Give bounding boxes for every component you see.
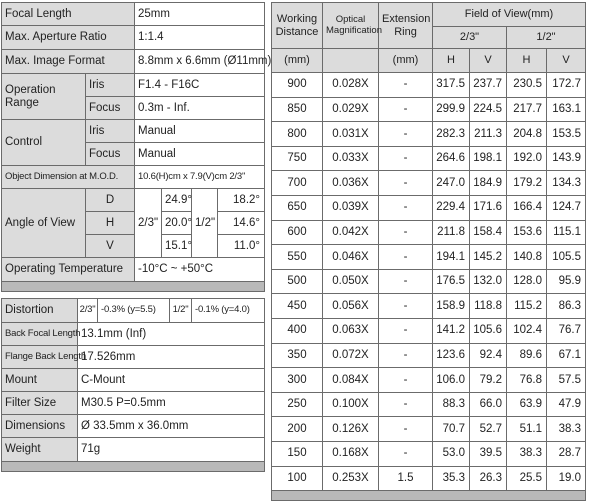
fov-a-h-cell: 158.9: [433, 294, 470, 319]
control-iris-label: Iris: [86, 120, 135, 143]
magnification-cell: 0.036X: [323, 171, 379, 196]
working-distance-cell: 200: [272, 417, 323, 442]
table-row: [272, 122, 586, 147]
magnification-unit: [323, 49, 379, 73]
fov-a-v-cell: 184.9: [470, 171, 507, 196]
extension-ring-cell: -: [379, 195, 433, 220]
fov-a-v-cell: 39.5: [470, 441, 507, 466]
flange-back-length-value: 17.526mm: [78, 346, 265, 369]
control-label: Control: [2, 120, 86, 166]
control-iris-value: Manual: [135, 120, 265, 143]
table-row: [272, 318, 586, 343]
object-dimension-label: Object Dimension at M.O.D.: [2, 166, 135, 189]
magnification-cell: 0.084X: [323, 368, 379, 393]
fov-b-h-cell: 51.1: [507, 417, 547, 442]
table-row: [272, 171, 586, 196]
magnification-cell: 0.028X: [323, 73, 379, 98]
fov-format-a-header: 2/3": [433, 27, 507, 49]
table-row: [272, 343, 586, 368]
fov-b-v-cell: 67.1: [547, 343, 586, 368]
working-distance-cell: 400: [272, 318, 323, 343]
fov-a-h-cell: 211.8: [433, 220, 470, 245]
weight-label: Weight: [2, 438, 78, 462]
magnification-cell: 0.253X: [323, 466, 379, 491]
fov-a-v-cell: 198.1: [470, 146, 507, 171]
table-row: [272, 73, 586, 98]
aov-format-a: 2/3": [135, 189, 162, 258]
aov-format-b: 1/2": [192, 189, 218, 258]
fov-a-h-cell: 194.1: [433, 245, 470, 270]
mount-value: C-Mount: [78, 369, 265, 392]
aov-b-h: 14.6°: [218, 212, 265, 235]
fov-b-v-cell: 47.9: [547, 392, 586, 417]
magnification-cell: 0.039X: [323, 195, 379, 220]
extension-ring-cell: -: [379, 417, 433, 442]
fov-b-v-cell: 172.7: [547, 73, 586, 98]
working-distance-cell: 150: [272, 441, 323, 466]
filter-size-label: Filter Size: [2, 392, 78, 415]
fov-a-v-cell: 145.2: [470, 245, 507, 270]
magnification-cell: 0.072X: [323, 343, 379, 368]
fov-b-h-cell: 140.8: [507, 245, 547, 270]
fov-a-h-cell: 70.7: [433, 417, 470, 442]
angle-of-view-label: Angle of View: [2, 189, 86, 258]
table-row: [272, 417, 586, 442]
extension-ring-cell: -: [379, 392, 433, 417]
magnification-cell: 0.056X: [323, 294, 379, 319]
table-row: [272, 97, 586, 122]
fov-a-v-cell: 118.8: [470, 294, 507, 319]
extension-ring-cell: -: [379, 318, 433, 343]
fov-b-v-cell: 115.1: [547, 220, 586, 245]
working-distance-cell: 850: [272, 97, 323, 122]
table-row: [272, 368, 586, 393]
working-distance-cell: 350: [272, 343, 323, 368]
fov-b-v-cell: 19.0: [547, 466, 586, 491]
table-footer-bar: [2, 462, 265, 472]
working-distance-cell: 250: [272, 392, 323, 417]
extension-ring-cell: -: [379, 73, 433, 98]
working-distance-cell: 450: [272, 294, 323, 319]
working-distance-cell: 800: [272, 122, 323, 147]
flange-back-length-label: Flange Back Length: [2, 346, 78, 369]
extension-ring-cell: -: [379, 294, 433, 319]
fov-b-v-cell: 86.3: [547, 294, 586, 319]
fov-a-v-cell: 158.4: [470, 220, 507, 245]
fov-a-v-cell: 132.0: [470, 269, 507, 294]
table-footer-bar: [272, 491, 586, 501]
working-distance-header: Working Distance: [272, 3, 323, 49]
working-distance-cell: 900: [272, 73, 323, 98]
back-focal-length-label: Back Focal Length: [2, 323, 78, 346]
magnification-cell: 0.168X: [323, 441, 379, 466]
fov-a-h-header: H: [433, 49, 470, 73]
field-of-view-table: [271, 2, 586, 501]
aov-a-h: 20.0°: [162, 212, 192, 235]
fov-a-h-cell: 35.3: [433, 466, 470, 491]
aov-b-d: 18.2°: [218, 189, 265, 212]
aov-h-label: H: [86, 212, 135, 235]
fov-a-v-cell: 105.6: [470, 318, 507, 343]
extension-ring-cell: -: [379, 441, 433, 466]
fov-b-h-cell: 230.5: [507, 73, 547, 98]
fov-b-h-cell: 192.0: [507, 146, 547, 171]
fov-b-v-cell: 76.7: [547, 318, 586, 343]
weight-value: 71g: [78, 438, 265, 462]
fov-a-h-cell: 229.4: [433, 195, 470, 220]
magnification-cell: 0.126X: [323, 417, 379, 442]
aov-d-label: D: [86, 189, 135, 212]
fov-b-v-cell: 124.7: [547, 195, 586, 220]
extension-ring-cell: -: [379, 220, 433, 245]
fov-b-h-cell: 89.6: [507, 343, 547, 368]
fov-b-h-cell: 25.5: [507, 466, 547, 491]
extension-ring-cell: -: [379, 368, 433, 393]
distortion-label: Distortion: [2, 299, 78, 323]
working-distance-cell: 750: [272, 146, 323, 171]
fov-b-h-cell: 128.0: [507, 269, 547, 294]
table-row: [272, 195, 586, 220]
aov-a-v: 15.1°: [162, 235, 192, 258]
fov-b-v-cell: 134.3: [547, 171, 586, 196]
max-image-format-value: 8.8mm x 6.6mm (Ø11mm): [135, 50, 265, 74]
fov-b-v-cell: 143.9: [547, 146, 586, 171]
operation-iris-value: F1.4 - F16C: [135, 74, 265, 97]
operation-range-label: Operation Range: [2, 74, 86, 120]
control-focus-label: Focus: [86, 143, 135, 166]
fov-b-h-cell: 76.8: [507, 368, 547, 393]
fov-a-h-cell: 53.0: [433, 441, 470, 466]
extension-ring-cell: -: [379, 171, 433, 196]
fov-format-b-header: 1/2": [507, 27, 586, 49]
focal-length-value: 25mm: [135, 3, 265, 26]
fov-a-h-cell: 88.3: [433, 392, 470, 417]
operation-focus-value: 0.3m - Inf.: [135, 97, 265, 120]
mount-label: Mount: [2, 369, 78, 392]
lens-secondary-spec-table: [1, 298, 265, 472]
fov-b-h-cell: 204.8: [507, 122, 547, 147]
fov-a-v-cell: 52.7: [470, 417, 507, 442]
fov-a-v-cell: 66.0: [470, 392, 507, 417]
working-distance-cell: 550: [272, 245, 323, 270]
fov-b-h-header: H: [507, 49, 547, 73]
extension-ring-cell: -: [379, 122, 433, 147]
fov-b-v-cell: 163.1: [547, 97, 586, 122]
fov-b-v-cell: 28.7: [547, 441, 586, 466]
control-focus-value: Manual: [135, 143, 265, 166]
fov-b-v-cell: 153.5: [547, 122, 586, 147]
distortion-format-a: 2/3": [78, 299, 98, 323]
working-distance-cell: 500: [272, 269, 323, 294]
dimensions-value: Ø 33.5mm x 36.0mm: [78, 415, 265, 438]
extension-ring-header: Extension Ring: [379, 3, 433, 49]
operation-iris-label: Iris: [86, 74, 135, 97]
extension-ring-cell: -: [379, 146, 433, 171]
operating-temperature-value: -10°C ~ +50°C: [135, 258, 265, 282]
fov-a-h-cell: 264.6: [433, 146, 470, 171]
filter-size-value: M30.5 P=0.5mm: [78, 392, 265, 415]
aov-v-label: V: [86, 235, 135, 258]
magnification-cell: 0.063X: [323, 318, 379, 343]
fov-b-h-cell: 153.6: [507, 220, 547, 245]
fov-a-h-cell: 282.3: [433, 122, 470, 147]
magnification-cell: 0.031X: [323, 122, 379, 147]
table-row: [272, 294, 586, 319]
table-footer-bar: [2, 282, 265, 292]
working-distance-cell: 600: [272, 220, 323, 245]
magnification-cell: 0.042X: [323, 220, 379, 245]
fov-b-v-cell: 38.3: [547, 417, 586, 442]
fov-b-h-cell: 217.7: [507, 97, 547, 122]
aov-a-d: 24.9°: [162, 189, 192, 212]
dimensions-label: Dimensions: [2, 415, 78, 438]
object-dimension-value: 10.6(H)cm x 7.9(V)cm 2/3": [135, 166, 265, 189]
fov-a-v-cell: 92.4: [470, 343, 507, 368]
fov-b-h-cell: 166.4: [507, 195, 547, 220]
operation-focus-label: Focus: [86, 97, 135, 120]
distortion-value-b: -0.1% (y=4.0): [192, 299, 265, 323]
fov-a-h-cell: 247.0: [433, 171, 470, 196]
extension-ring-cell: -: [379, 97, 433, 122]
table-row: [272, 441, 586, 466]
field-of-view-header: Field of View(mm): [433, 3, 586, 27]
extension-ring-cell: -: [379, 343, 433, 368]
fov-b-v-cell: 105.5: [547, 245, 586, 270]
max-aperture-label: Max. Aperture Ratio: [2, 26, 135, 50]
fov-b-h-cell: 179.2: [507, 171, 547, 196]
fov-a-v-header: V: [470, 49, 507, 73]
magnification-cell: 0.029X: [323, 97, 379, 122]
fov-a-h-cell: 299.9: [433, 97, 470, 122]
fov-a-h-cell: 176.5: [433, 269, 470, 294]
extension-ring-cell: -: [379, 245, 433, 270]
table-row: [272, 392, 586, 417]
fov-b-h-cell: 102.4: [507, 318, 547, 343]
table-row: [272, 245, 586, 270]
fov-a-h-cell: 317.5: [433, 73, 470, 98]
fov-a-v-cell: 237.7: [470, 73, 507, 98]
distortion-value-a: -0.3% (y=5.5): [98, 299, 170, 323]
fov-a-h-cell: 141.2: [433, 318, 470, 343]
table-row: [272, 269, 586, 294]
fov-a-v-cell: 211.3: [470, 122, 507, 147]
extension-ring-cell: -: [379, 269, 433, 294]
fov-b-h-cell: 63.9: [507, 392, 547, 417]
fov-table-body: [272, 73, 586, 491]
fov-a-v-cell: 26.3: [470, 466, 507, 491]
magnification-cell: 0.050X: [323, 269, 379, 294]
fov-b-v-header: V: [547, 49, 586, 73]
aov-b-v: 11.0°: [218, 235, 265, 258]
working-distance-cell: 100: [272, 466, 323, 491]
fov-b-h-cell: 38.3: [507, 441, 547, 466]
table-row: [272, 146, 586, 171]
magnification-cell: 0.046X: [323, 245, 379, 270]
fov-b-v-cell: 57.5: [547, 368, 586, 393]
back-focal-length-value: 13.1mm (Inf): [78, 323, 265, 346]
working-distance-unit: (mm): [272, 49, 323, 73]
working-distance-cell: 700: [272, 171, 323, 196]
max-image-format-label: Max. Image Format: [2, 50, 135, 74]
working-distance-cell: 650: [272, 195, 323, 220]
fov-b-h-cell: 115.2: [507, 294, 547, 319]
fov-a-v-cell: 224.5: [470, 97, 507, 122]
table-row: [272, 220, 586, 245]
extension-ring-cell: 1.5: [379, 466, 433, 491]
fov-b-v-cell: 95.9: [547, 269, 586, 294]
working-distance-cell: 300: [272, 368, 323, 393]
operating-temperature-label: Operating Temperature: [2, 258, 135, 282]
table-row: [272, 466, 586, 491]
magnification-cell: 0.100X: [323, 392, 379, 417]
magnification-cell: 0.033X: [323, 146, 379, 171]
optical-magnification-header: Optical Magnification: [323, 3, 379, 49]
fov-a-h-cell: 123.6: [433, 343, 470, 368]
fov-a-v-cell: 171.6: [470, 195, 507, 220]
focal-length-label: Focal Length: [2, 3, 135, 26]
max-aperture-value: 1:1.4: [135, 26, 265, 50]
lens-spec-table: [1, 2, 272, 292]
fov-a-h-cell: 106.0: [433, 368, 470, 393]
fov-a-v-cell: 79.2: [470, 368, 507, 393]
distortion-format-b: 1/2": [170, 299, 192, 323]
extension-ring-unit: (mm): [379, 49, 433, 73]
